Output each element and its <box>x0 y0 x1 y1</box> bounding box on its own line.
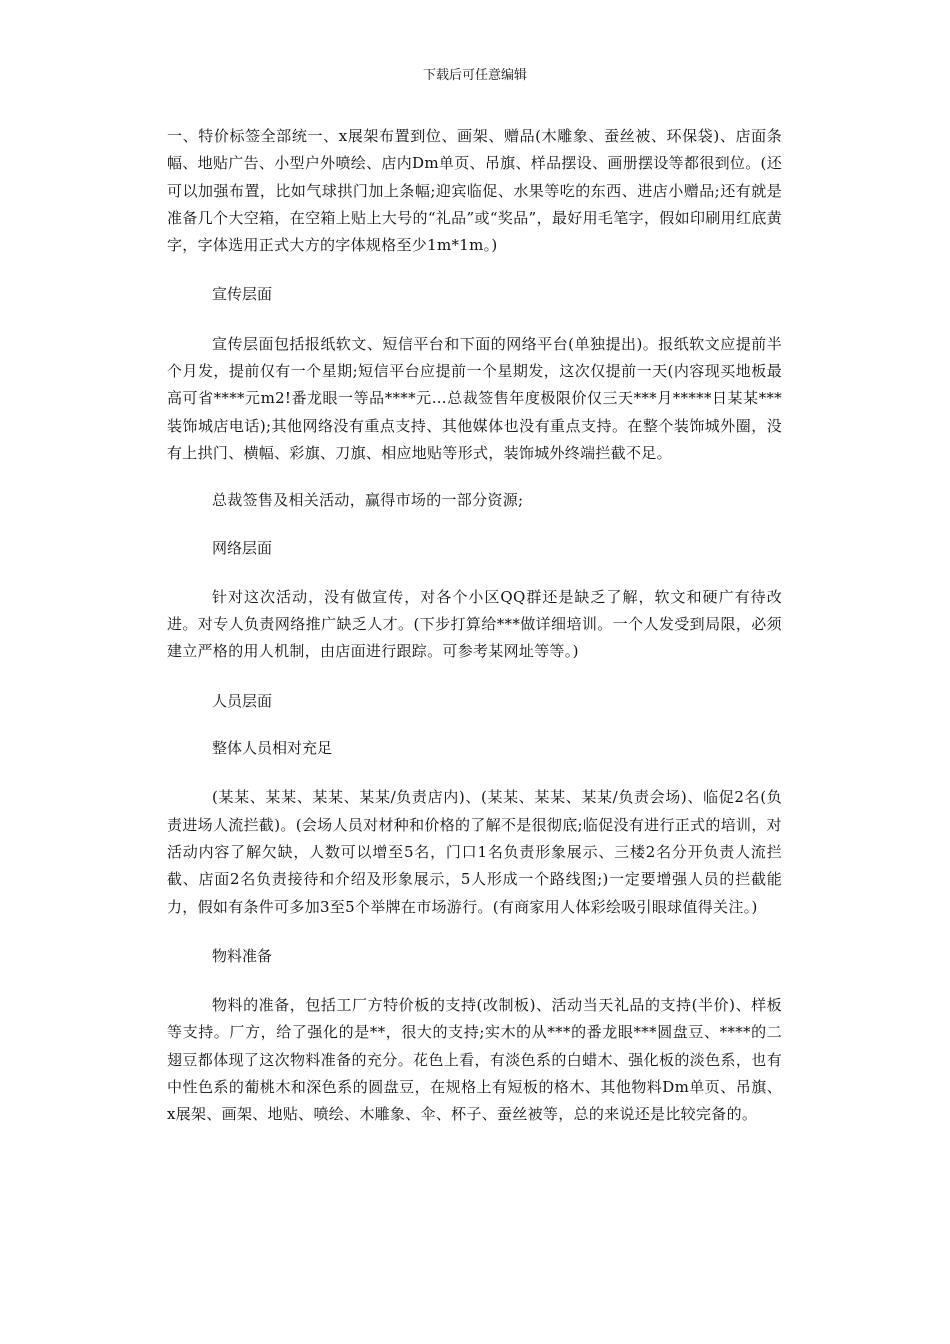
heading-network: 网络层面 <box>212 538 273 557</box>
heading-publicity: 宣传层面 <box>212 285 273 304</box>
paragraph-materials: 物料的准备，包括工厂方特价板的支持(改制板)、活动当天礼品的支持(半价)、样板等支持。厂方，给了强化的是**，很大的支持;实木的从***的番龙眼***圆盘豆、****的二翅豆都体现了这次物料准备的充分。花色上看，有淡色系的白蜡木、强化板的淡色系，也有中性色系的葡桃木和深色系的圆盘豆，在规格上有短板的格木、其他物料Dm单页、吊旗、x展架、画架、地贴、喷绘、木雕象、伞、杯子、蚕丝被等，总的来说还是比较完备的。 <box>167 996 782 1124</box>
document-body <box>167 123 782 1129</box>
heading-staff: 人员层面 <box>212 691 273 710</box>
paragraph-staff: (某某、某某、某某、某某/负责店内)、(某某、某某、某某/负责会场)、临促2名(负责进场人流拦截)。(会场人员对材种和价格的了解不是很彻底;临促没有进行正式的培训，对活动内容了解欠缺，人数可以增至5名，门口1名负责形象展示、三楼2名分开负责人流拦截、店面2名负责接待和介绍及形象展示，5人形成一个路线图;)一定要增强人员的拦截能力，假如有条件可多加3至5个举牌在市场游行。(有商家用人体彩绘吸引眼球值得关注。) <box>167 788 782 916</box>
paragraph-promotion-setup: 一、特价标签全部统一、x展架布置到位、画架、赠品(木雕象、蚕丝被、环保袋)、店面条幅、地贴广告、小型户外喷绘、店内Dm单页、吊旗、样品摆设、画册摆设等都很到位。(还可以加强布置，比如气球拱门加上条幅;迎宾临促、水果等吃的东西、进店小赠品;还有就是准备几个大空箱，在空箱上贴上大号的“礼品”或“奖品”，最好用毛笔字，假如印刷用红底黄字，字体选用正式大方的字体规格至少1m*1m。) <box>167 127 782 255</box>
paragraph-ceo-signing: 总裁签售及相关活动，赢得市场的一部分资源; <box>212 491 524 510</box>
page-header: 下载后可任意编辑 <box>422 68 527 83</box>
paragraph-publicity: 宣传层面包括报纸软文、短信平台和下面的网络平台(单独提出)。报纸软文应提前半个月发，提前仅有一个星期;短信平台应提前一个星期发，这次仅提前一天(内容现买地板最高可省****元m2!番龙眼一等品****元…总裁签售年度极限价仅三天***月*****日某某***装饰城店电话);其他网络没有重点支持、其他媒体也没有重点支持。在整个装饰城外圈，没有上拱门、横幅、彩旗、刀旗、相应地贴等形式，装饰城外终端拦截不足。 <box>167 334 782 462</box>
paragraph-network: 针对这次活动，没有做宣传，对各个小区QQ群还是缺乏了解，软文和硬广有待改进。对专人负责网络推广缺乏人才。(下步打算给***做详细培训。一个人发受到局限，必须建立严格的用人机制，由店面进行跟踪。可参考某网址等等。) <box>167 587 782 661</box>
heading-materials: 物料准备 <box>212 946 273 965</box>
heading-staff-sub: 整体人员相对充足 <box>212 739 333 758</box>
